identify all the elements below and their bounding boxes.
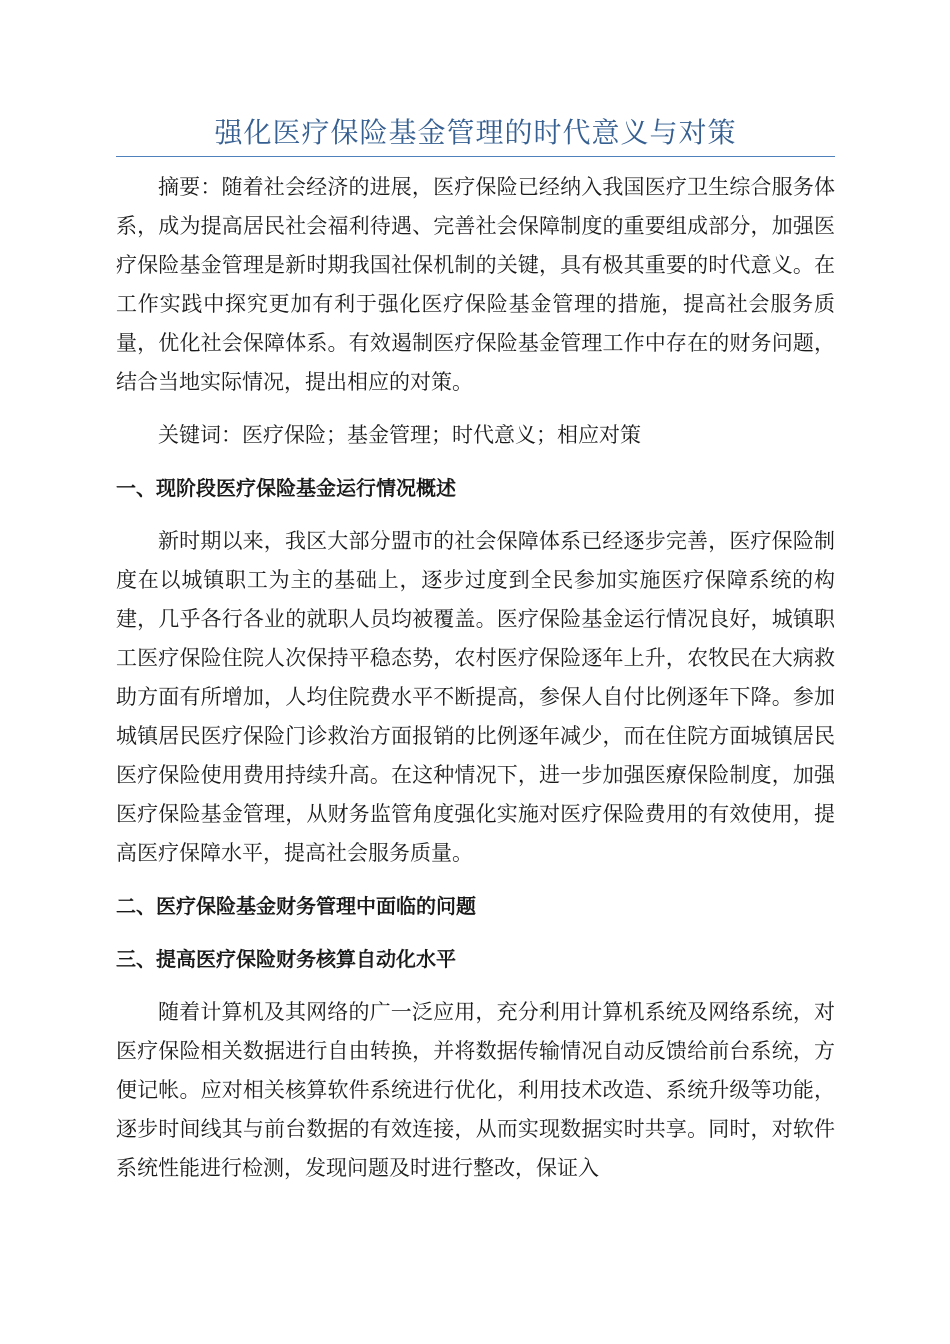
section-1-heading: 一、现阶段医疗保险基金运行情况概述: [116, 476, 456, 500]
keywords-line: 关键词：医疗保险；基金管理；时代意义；相应对策: [158, 423, 641, 447]
section-1-body: 新时期以来，我区大部分盟市的社会保障体系已经逐步完善，医疗保险制度在以城镇职工为主的基础上，逐步过度到全民参加实施医疗保障系统的构建，几乎各行各业的就职人员均被覆盖。医疗保险基金运行情况良好，城镇职工医疗保险住院人次保持平稳态势，农村医疗保险逐年上升，农牧民在大病救助方面有所增加，人均住院费水平不断提高，参保人自付比例逐年下降。参加城镇居民医疗保险门诊救治方面报销的比例逐年减少，而在住院方面城镇居民医疗保险使用费用持续升高。在这种情况下，进一步加强医療保险制度，加强医疗保险基金管理，从财务监管角度强化实施对医疗保险费用的有效使用，提高医疗保障水平，提高社会服务质量。: [116, 529, 835, 865]
document-body: [116, 168, 835, 1188]
title-block: [116, 110, 835, 157]
section-3-body: 随着计算机及其网络的广一泛应用，充分利用计算机系统及网络系统，对医疗保险相关数据进行自由转换，并将数据传输情况自动反馈给前台系统，方便记帐。应对相关核算软件系统进行优化，利用技术改造、系统升级等功能，逐步时间线其与前台数据的有效连接，从而实现数据实时共享。同时，对软件系统性能进行检测，发现问题及时进行整改，保证入: [116, 1000, 835, 1180]
section-2-heading: 二、医疗保险基金财务管理中面临的问题: [116, 894, 476, 918]
abstract-paragraph: 摘要：随着社会经济的进展，医疗保险已经纳入我国医疗卫生综合服务体系，成为提高居民社会福利待遇、完善社会保障制度的重要组成部分，加强医疗保险基金管理是新时期我国社保机制的关键，具有极其重要的时代意义。在工作实践中探究更加有利于强化医疗保险基金管理的措施，提高社会服务质量，优化社会保障体系。有效遏制医疗保险基金管理工作中存在的财务问题，结合当地实际情况，提出相应的对策。: [116, 175, 835, 394]
document-title: 强化医疗保险基金管理的时代意义与对策: [214, 116, 737, 149]
section-3-heading: 三、提高医疗保险财务核算自动化水平: [116, 947, 456, 971]
